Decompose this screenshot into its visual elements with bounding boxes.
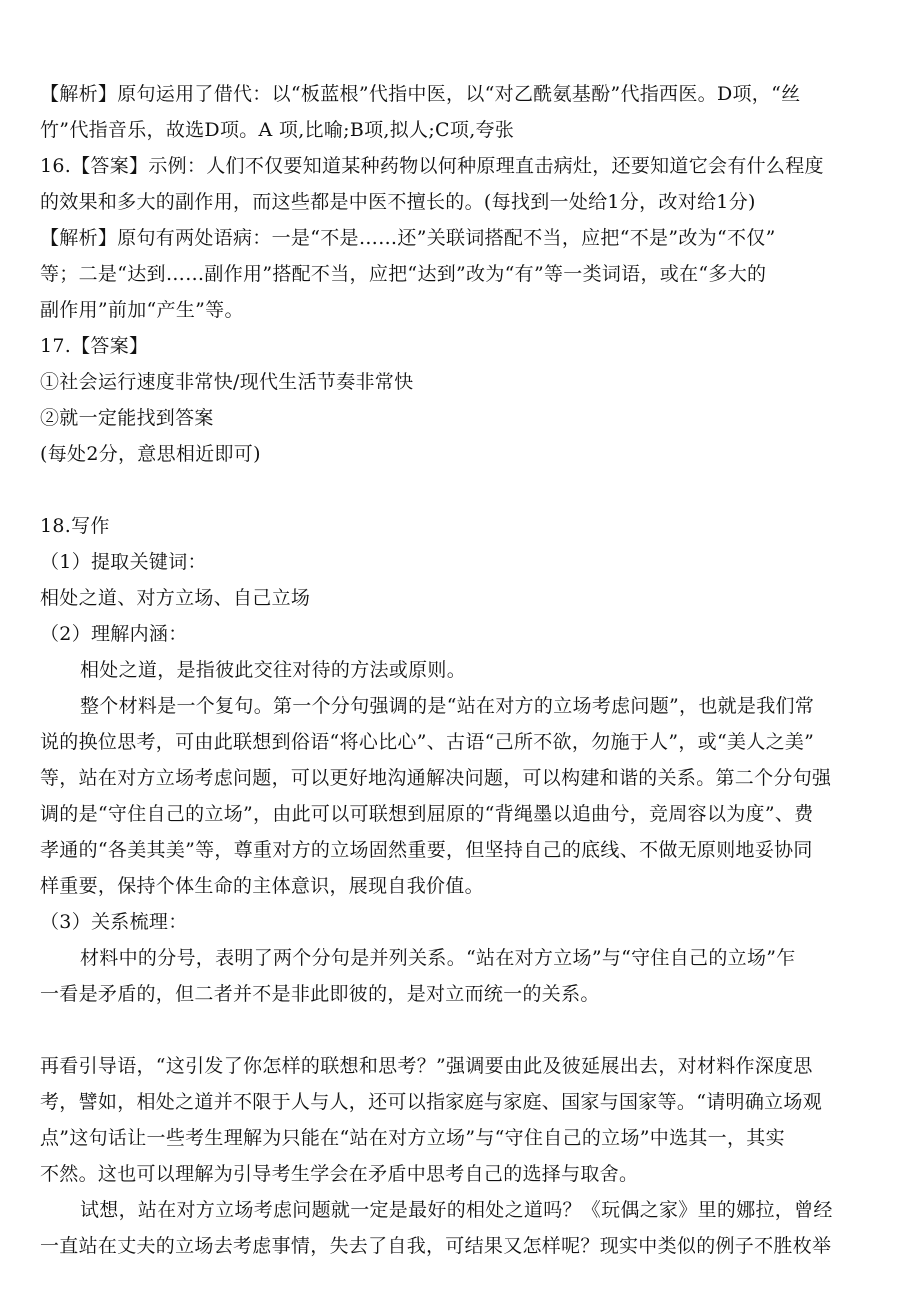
text-line: 竹”代指音乐，故选D项。A 项,比喻;B项,拟人;C项,夸张 xyxy=(40,119,515,141)
text-line: 整个材料是一个复句。第一个分句强调的是“站在对方的立场考虑问题”，也就是我们常 xyxy=(80,695,815,717)
text-line: 17.【答案】 xyxy=(40,335,149,357)
text-line: 再看引导语，“这引发了你怎样的联想和思考？”强调要由此及彼延展出去，对材料作深度思 xyxy=(40,1055,813,1077)
text-line: 一直站在丈夫的立场去考虑事情，失去了自我，可结果又怎样呢？现实中类似的例子不胜枚举 xyxy=(40,1235,832,1257)
paragraph-gap xyxy=(40,472,852,508)
text-line: ①社会运行速度非常快/现代生活节奏非常快 xyxy=(40,371,414,393)
section-heading: 18.写作 xyxy=(40,515,110,537)
text-line: 等；二是“达到……副作用”搭配不当，应把“达到”改为“有”等一类词语，或在“多大的 xyxy=(40,263,767,285)
text-line: 一看是矛盾的，但二者并不是非此即彼的，是对立而统一的关系。 xyxy=(40,983,600,1005)
text-line: 的效果和多大的副作用，而这些都是中医不擅长的。(每找到一处给1分，改对给1分) xyxy=(40,191,756,213)
text-line: 孝通的“各美其美”等，尊重对方的立场固然重要，但坚持自己的底线、不做无原则地妥协同 xyxy=(40,839,813,861)
text-line: 说的换位思考，可由此联想到俗语“将心比心”、古语“己所不欲，勿施于人”，或“美人之美” xyxy=(40,731,815,753)
text-line: 【解析】原句运用了借代：以“板蓝根”代指中医，以“对乙酰氨基酚”代指西医。D项，“丝 xyxy=(40,83,801,105)
text-line: ②就一定能找到答案 xyxy=(40,407,214,429)
text-line: 调的是“守住自己的立场”，由此可以可联想到屈原的“背绳墨以追曲兮，竞周容以为度”、费 xyxy=(40,803,814,825)
text-line: 样重要，保持个体生命的主体意识，展现自我价值。 xyxy=(40,875,484,897)
text-line: 相处之道、对方立场、自己立场 xyxy=(40,587,311,609)
text-line: 【解析】原句有两处语病：一是“不是……还”关联词搭配不当，应把“不是”改为“不仅” xyxy=(40,227,776,249)
text-line: 不然。这也可以理解为引导考生学会在矛盾中思考自己的选择与取舍。 xyxy=(40,1163,639,1185)
paragraph-gap xyxy=(40,1012,852,1048)
text-line: 副作用”前加“产生”等。 xyxy=(40,299,244,321)
text-line: 16.【答案】示例：人们不仅要知道某种药物以何种原理直击病灶，还要知道它会有什么程度 xyxy=(40,155,824,177)
text-line: 考，譬如，相处之道并不限于人与人，还可以指家庭与家庭、国家与国家等。“请明确立场观 xyxy=(40,1091,823,1113)
text-line: 材料中的分号，表明了两个分句是并列关系。“站在对方立场”与“守住自己的立场”乍 xyxy=(80,947,796,969)
text-line: （3）关系梳理： xyxy=(40,911,188,933)
text-line: （1）提取关键词： xyxy=(40,551,207,573)
text-line: (每处2分，意思相近即可) xyxy=(40,443,261,465)
text-line: 相处之道，是指彼此交往对待的方法或原则。 xyxy=(80,659,467,681)
text-line: 试想，站在对方立场考虑问题就一定是最好的相处之道吗？《玩偶之家》里的娜拉，曾经 xyxy=(80,1199,833,1221)
text-line: 等，站在对方立场考虑问题，可以更好地沟通解决问题，可以构建和谐的关系。第二个分句强 xyxy=(40,767,832,789)
text-line: 点”这句话让一些考生理解为只能在“站在对方立场”与“守住自己的立场”中选其一，其实 xyxy=(40,1127,785,1149)
text-line: （2）理解内涵： xyxy=(40,623,188,645)
